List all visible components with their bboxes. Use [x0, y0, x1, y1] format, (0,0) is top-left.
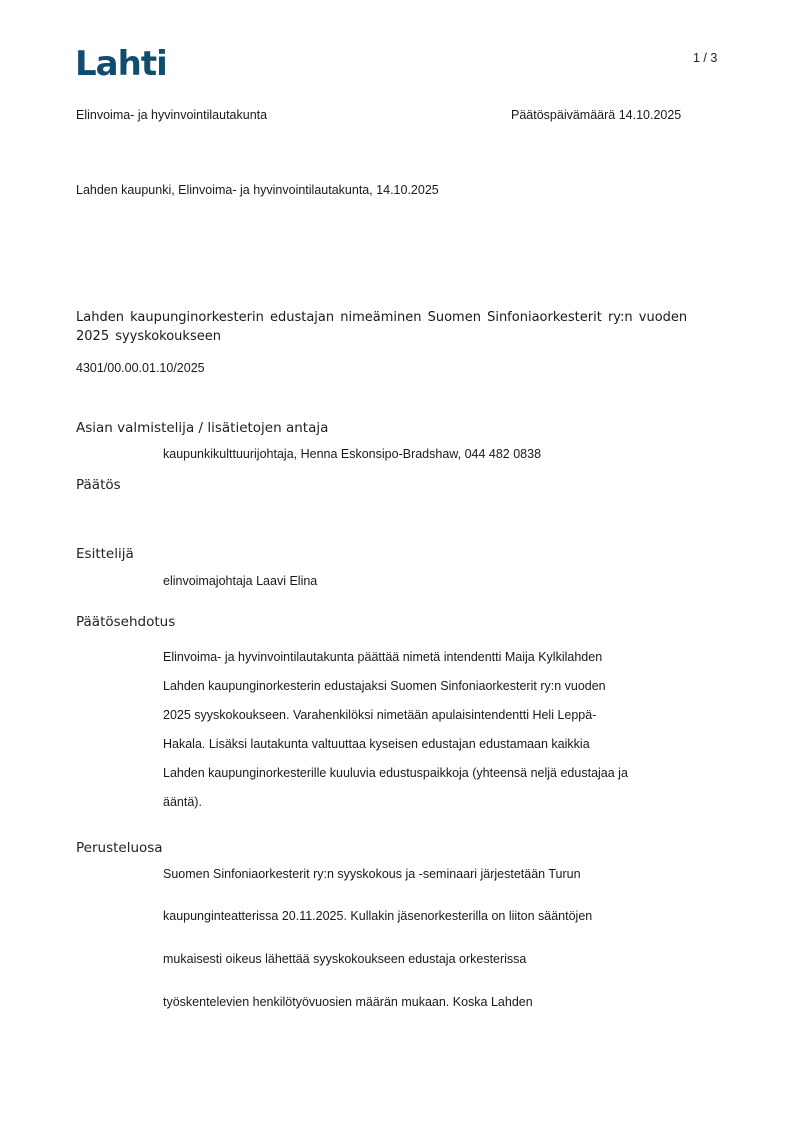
decision-date: Päätöspäivämäärä 14.10.2025: [511, 108, 682, 122]
grounds-line: kaupunginteatterissa 20.11.2025. Kullakin jäsenorkesterilla on liiton sääntöjen: [163, 909, 593, 923]
grounds-heading: Perusteluosa: [76, 840, 163, 856]
presenter-heading: Esittelijä: [76, 546, 134, 562]
meeting-line: Lahden kaupunki, Elinvoima- ja hyvinvointilautakunta, 14.10.2025: [76, 183, 439, 197]
proposal-line: Hakala. Lisäksi lautakunta valtuuttaa kyseisen edustajan edustamaan kaikkia: [163, 737, 590, 751]
preparer-heading: Asian valmistelija / lisätietojen antaja: [76, 420, 329, 436]
grounds-line: mukaisesti oikeus lähettää syyskokoukseen edustaja orkesterissa: [163, 952, 527, 966]
grounds-line: Suomen Sinfoniaorkesterit ry:n syyskokous ja -seminaari järjestetään Turun: [163, 867, 581, 881]
presenter-value: elinvoimajohtaja Laavi Elina: [163, 574, 318, 588]
proposal-heading: Päätösehdotus: [76, 614, 176, 630]
grounds-line: työskentelevien henkilötyövuosien määrän mukaan. Koska Lahden: [163, 995, 533, 1009]
proposal-line: ääntä).: [163, 795, 202, 809]
diary-number: 4301/00.00.01.10/2025: [76, 361, 205, 375]
page-number: 1 / 3: [693, 51, 718, 65]
decision-heading: Päätös: [76, 477, 121, 493]
proposal-line: Lahden kaupunginorkesterille kuuluvia edustuspaikkoja (yhteensä neljä edustajaa ja: [163, 766, 628, 780]
lahti-logo: Lahti: [75, 44, 167, 84]
proposal-line: 2025 syyskokoukseen. Varahenkilöksi nimetään apulaisintendentti Heli Leppä-: [163, 708, 597, 722]
proposal-line: Elinvoima- ja hyvinvointilautakunta päättää nimetä intendentti Maija Kylkilahden: [163, 650, 603, 664]
preparer-value: kaupunkikulttuurijohtaja, Henna Eskonsipo-Bradshaw, 044 482 0838: [163, 447, 542, 461]
document-title: Lahden kaupunginorkesterin edustajan nimeäminen Suomen Sinfoniaorkesterit ry:n vuoden 2025 syyskokoukseen: [76, 310, 688, 344]
committee-name: Elinvoima- ja hyvinvointilautakunta: [76, 108, 268, 122]
proposal-line: Lahden kaupunginorkesterin edustajaksi Suomen Sinfoniaorkesterit ry:n vuoden: [163, 679, 606, 693]
